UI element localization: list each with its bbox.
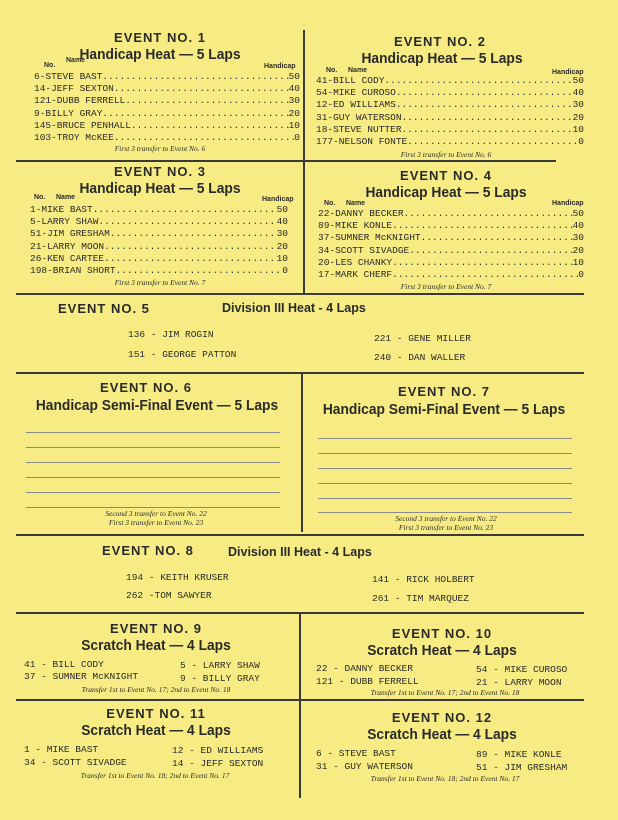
list-item: 5-LARRY SHAW ..... 40 xyxy=(30,216,288,228)
col-name: Name xyxy=(56,194,76,201)
write-in-line xyxy=(318,453,572,454)
list-item: 103-TROY McKEE ..... 0 xyxy=(34,132,300,144)
transfer-note: Transfer 1st to Event No. 18; 2nd to Event No. 17 xyxy=(370,774,520,783)
heat-title: Handicap Heat — 5 Laps xyxy=(365,184,527,201)
list-item: 51 - JIM GRESHAM xyxy=(476,762,568,773)
divider-row1-middle xyxy=(16,160,556,162)
list-item: 136 - JIM ROGIN xyxy=(128,329,214,340)
entry-list xyxy=(316,75,584,148)
entry-list xyxy=(34,71,300,144)
list-item: 22-DANNY BECKER ..... 50 xyxy=(318,208,584,220)
list-item: 14 - JEFF SEXTON xyxy=(172,758,264,769)
list-item: 221 - GENE MILLER xyxy=(374,333,471,344)
event-title: EVENT NO. 4 xyxy=(400,168,492,183)
write-in-line xyxy=(318,438,572,439)
heat-title: Division III Heat - 4 Laps xyxy=(222,301,366,315)
transfer-note: First 3 transfer to Event No. 7 xyxy=(114,278,206,287)
heat-title: Handicap Semi-Final Event — 5 Laps xyxy=(322,401,566,418)
col-handicap: Handicap xyxy=(264,63,296,70)
list-item: 37 - SUMNER McKNIGHT xyxy=(24,671,139,682)
list-item: 240 - DAN WALLER xyxy=(374,352,466,363)
list-item: 177-NELSON FONTE ..... 0 xyxy=(316,136,584,148)
list-item: 22 - DANNY BECKER xyxy=(316,663,413,674)
list-item: 41 - BILL CODY xyxy=(24,659,104,670)
entry-list xyxy=(318,208,584,281)
write-in-line xyxy=(26,477,280,478)
col-name: Name xyxy=(348,67,368,74)
col-handicap: Handicap xyxy=(262,196,294,203)
write-in-line xyxy=(318,498,572,499)
write-in-line xyxy=(26,492,280,493)
list-item: 21 - LARRY MOON xyxy=(476,677,562,688)
list-item: 9 - BILLY GRAY xyxy=(180,673,260,684)
list-item: 17-MARK CHERF ..... 0 xyxy=(318,269,584,281)
transfer-note: Transfer 1st to Event No. 17; 2nd to Event No. 18 xyxy=(370,688,520,697)
list-item: 121-DUBB FERRELL ..... 30 xyxy=(34,95,300,107)
col-no: No. xyxy=(44,62,56,69)
list-item: 141 - RICK HOLBERT xyxy=(372,574,475,585)
list-item: 121 - DUBB FERRELL xyxy=(316,676,419,687)
list-item: 1-MIKE BAST ..... 50 xyxy=(30,204,288,216)
list-item: 89 - MIKE KONLE xyxy=(476,749,562,760)
list-item: 41-BILL CODY ..... 50 xyxy=(316,75,584,87)
heat-title: Scratch Heat — 4 Laps xyxy=(367,642,517,659)
event-title: EVENT NO. 7 xyxy=(398,384,490,399)
list-item: 89-MIKE KONLE ..... 40 xyxy=(318,220,584,232)
list-item: 51-JIM GRESHAM ..... 30 xyxy=(30,228,288,240)
event-title: EVENT NO. 10 xyxy=(391,626,493,641)
transfer-note: First 3 transfer to Event No. 23 xyxy=(398,523,494,532)
list-item: 6-STEVE BAST ..... 50 xyxy=(34,71,300,83)
list-item: 5 - LARRY SHAW xyxy=(180,660,260,671)
heat-title: Scratch Heat — 4 Laps xyxy=(81,722,231,739)
divider-vertical-row3 xyxy=(301,374,303,532)
list-item: 1 - MIKE BAST xyxy=(24,744,99,755)
list-item: 151 - GEORGE PATTON xyxy=(128,349,237,360)
list-item: 21-LARRY MOON ..... 20 xyxy=(30,241,288,253)
event-title: EVENT NO. 6 xyxy=(100,380,192,395)
transfer-note: First 3 transfer to Event No. 6 xyxy=(400,150,492,159)
list-item: 18-STEVE NUTTER ..... 10 xyxy=(316,124,584,136)
transfer-note: Transfer 1st to Event No. 17; 2nd to Event No. 18 xyxy=(81,685,231,694)
list-item: 198-BRIAN SHORT ..... 0 xyxy=(30,265,288,277)
list-item: 12-ED WILLIAMS ..... 30 xyxy=(316,99,584,111)
write-in-line xyxy=(26,507,280,508)
list-item: 14-JEFF SEXTON ..... 40 xyxy=(34,83,300,95)
transfer-note: First 3 transfer to Event No. 6 xyxy=(114,144,206,153)
transfer-note: Second 3 transfer to Event No. 22 xyxy=(395,514,497,523)
heat-title: Division III Heat - 4 Laps xyxy=(228,545,372,559)
list-item: 261 - TIM MARQUEZ xyxy=(372,593,469,604)
heat-title: Handicap Heat — 5 Laps xyxy=(361,50,523,67)
heat-title: Scratch Heat — 4 Laps xyxy=(367,726,517,743)
write-in-line xyxy=(26,432,280,433)
list-item: 20-LES CHANKY ..... 10 xyxy=(318,257,584,269)
col-name: Name xyxy=(346,200,366,207)
transfer-note: First 3 transfer to Event No. 7 xyxy=(400,282,492,291)
write-in-line xyxy=(318,468,572,469)
write-in-line xyxy=(318,483,572,484)
list-item: 34 - SCOTT SIVADGE xyxy=(24,757,127,768)
list-item: 26-KEN CARTEE ..... 10 xyxy=(30,253,288,265)
transfer-note: Second 3 transfer to Event No. 22 xyxy=(105,509,207,518)
event-title: EVENT NO. 8 xyxy=(102,543,194,558)
heat-title: Handicap Heat — 5 Laps xyxy=(79,180,241,197)
write-in-line xyxy=(318,512,572,513)
list-item: 194 - KEITH KRUSER xyxy=(126,572,229,583)
divider-before-event8 xyxy=(16,534,584,536)
event-title: EVENT NO. 12 xyxy=(391,710,493,725)
list-item: 145-BRUCE PENHALL ..... 10 xyxy=(34,120,300,132)
heat-title: Handicap Heat — 5 Laps xyxy=(79,46,241,63)
col-no: No. xyxy=(324,200,336,207)
event-title: EVENT NO. 9 xyxy=(110,621,202,636)
list-item: 31-GUY WATERSON ..... 20 xyxy=(316,112,584,124)
heat-title: Handicap Semi-Final Event — 5 Laps xyxy=(35,397,279,414)
list-item: 37-SUMNER McKNIGHT ..... 30 xyxy=(318,232,584,244)
list-item: 262 -TOM SAWYER xyxy=(126,590,212,601)
col-handicap: Handicap xyxy=(552,69,584,76)
col-name: Name xyxy=(66,57,86,64)
divider-vertical-row5 xyxy=(299,614,301,798)
list-item: 9-BILLY GRAY ..... 20 xyxy=(34,108,300,120)
list-item: 6 - STEVE BAST xyxy=(316,748,396,759)
event-title: EVENT NO. 11 xyxy=(106,706,206,721)
list-item: 12 - ED WILLIAMS xyxy=(172,745,264,756)
transfer-note: Transfer 1st to Event No. 18; 2nd to Event No. 17 xyxy=(80,771,230,780)
event-title: EVENT NO. 1 xyxy=(114,30,206,45)
col-no: No. xyxy=(326,67,338,74)
write-in-line xyxy=(26,447,280,448)
col-no: No. xyxy=(34,194,46,201)
entry-list xyxy=(30,204,288,277)
transfer-note: First 3 transfer to Event No. 23 xyxy=(108,518,204,527)
heat-title: Scratch Heat — 4 Laps xyxy=(81,637,231,654)
list-item: 54-MIKE CUROSO ..... 40 xyxy=(316,87,584,99)
list-item: 34-SCOTT SIVADGE ..... 20 xyxy=(318,245,584,257)
list-item: 54 - MIKE CUROSO xyxy=(476,664,568,675)
divider-row5-middle xyxy=(16,699,584,701)
write-in-line xyxy=(26,462,280,463)
event-title: EVENT NO. 5 xyxy=(58,301,150,316)
divider-before-event5 xyxy=(16,293,584,295)
divider-after-event5 xyxy=(16,372,584,374)
list-item: 31 - GUY WATERSON xyxy=(316,761,413,772)
col-handicap: Handicap xyxy=(552,200,584,207)
event-title: EVENT NO. 2 xyxy=(394,34,486,49)
event-title: EVENT NO. 3 xyxy=(114,164,206,179)
